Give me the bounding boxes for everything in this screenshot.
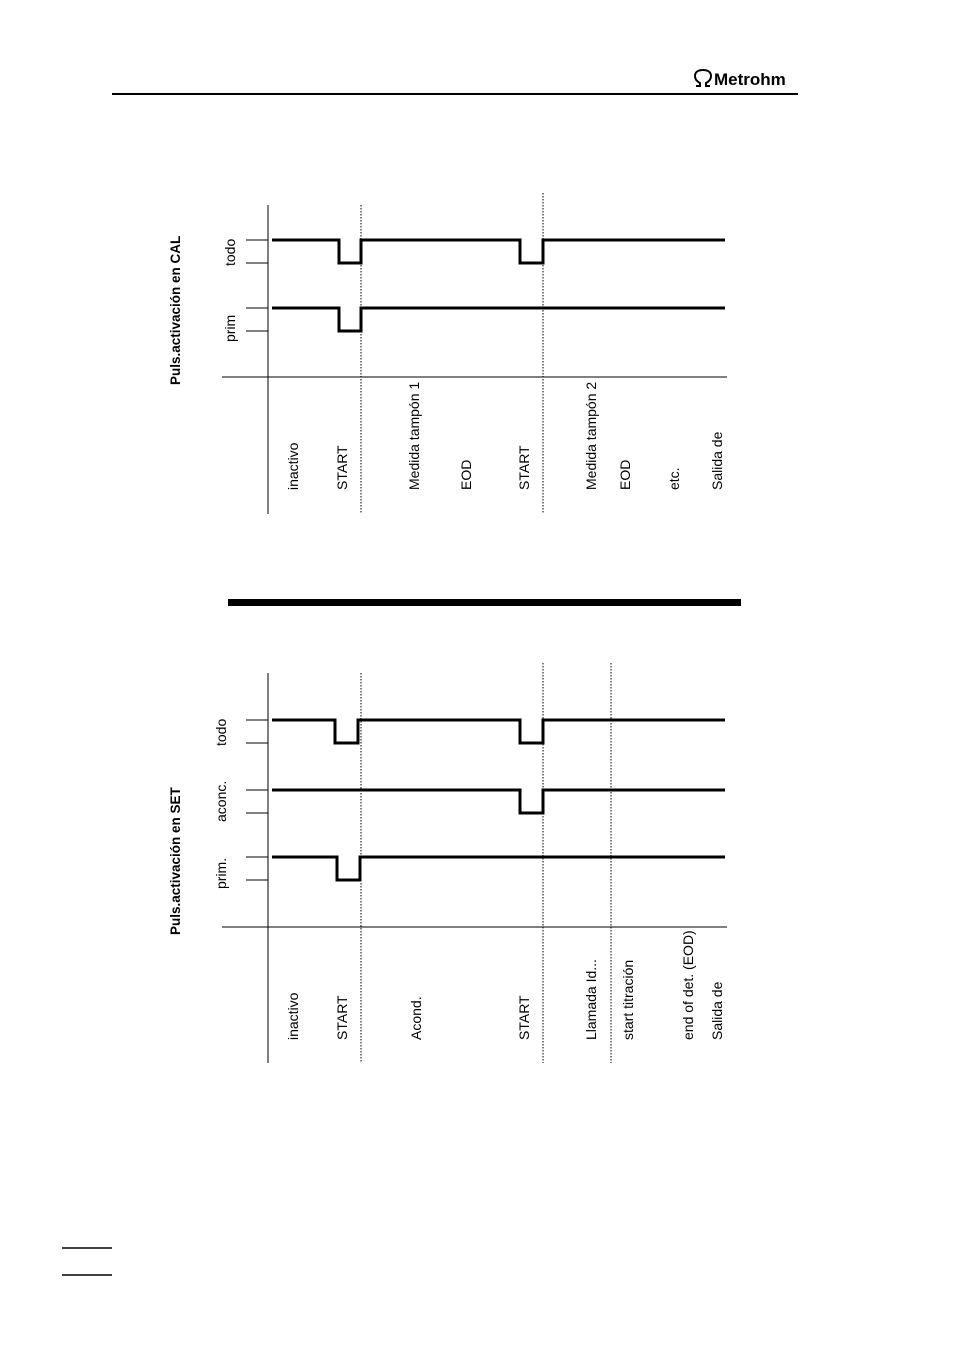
step-label: end of det. (EOD) (680, 930, 696, 1040)
waveform-todo (272, 720, 725, 743)
step-label: START (516, 445, 532, 490)
step-label: Salida de (709, 431, 725, 490)
diagram-cal (168, 193, 727, 514)
step-label: Medida tampón 1 (406, 381, 422, 490)
header (112, 70, 798, 94)
separator-bar (228, 599, 741, 606)
step-label: Medida tampón 2 (583, 381, 599, 490)
step-label: etc. (666, 467, 682, 490)
step-label: start titración (620, 959, 636, 1040)
step-label: inactivo (285, 992, 301, 1040)
step-label: Salida de (709, 981, 725, 1040)
waveform-todo (272, 240, 725, 263)
waveform-prim (272, 308, 725, 331)
waveform-prim (272, 857, 725, 880)
step-label: START (516, 995, 532, 1040)
step-label: EOD (458, 459, 474, 490)
diagram-title: Puls.activación en SET (168, 787, 183, 935)
signal-label-aconc: aconc. (213, 780, 229, 822)
signal-label-todo: todo (222, 238, 238, 266)
signal-label-todo: todo (213, 718, 229, 746)
diagram-set (168, 663, 727, 1063)
signal-label-prim: prim (222, 314, 238, 342)
waveform-aconc (272, 790, 725, 813)
metrohm-logo-icon (695, 70, 711, 86)
step-label: START (334, 995, 350, 1040)
signal-label-prim: prim. (213, 857, 229, 889)
brand-name: Metrohm (714, 70, 786, 89)
step-label: EOD (617, 459, 633, 490)
footer-marks (62, 1248, 112, 1275)
diagram-title: Puls.activación en CAL (168, 235, 183, 385)
step-label: Acond. (408, 996, 424, 1040)
step-label: START (334, 445, 350, 490)
step-label: Llamada Id... (583, 959, 599, 1040)
step-label: inactivo (285, 442, 301, 490)
